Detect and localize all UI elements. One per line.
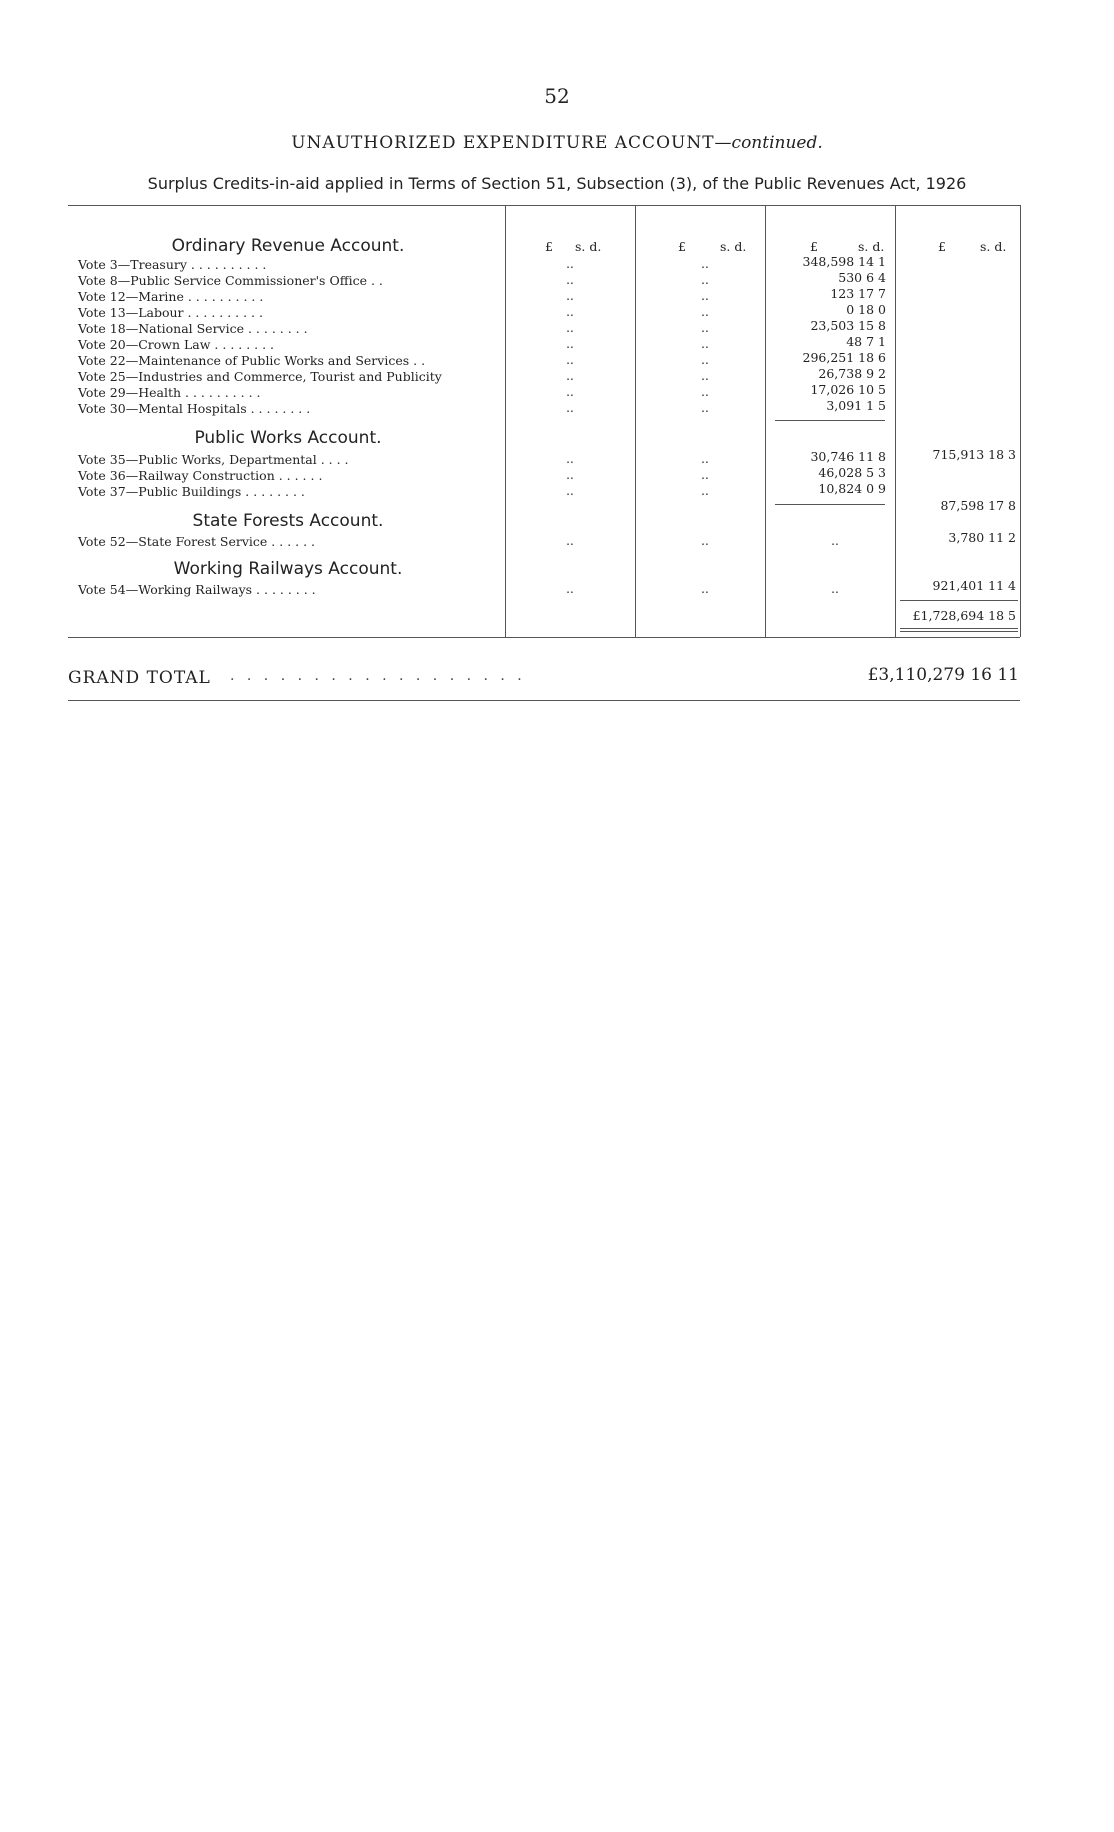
col3-dots: .. bbox=[701, 484, 709, 498]
col-divider-2 bbox=[635, 205, 636, 637]
table-row: Vote 29—Health . . . . . . . . . . bbox=[78, 385, 261, 400]
table-subheading: Surplus Credits-in-aid applied in Terms of Section 51, Subsection (3), of the Public Revenues Act, 1926 bbox=[147, 174, 967, 193]
vote-amount: 10,824 0 9 bbox=[818, 481, 886, 496]
col2-dots: .. bbox=[566, 353, 574, 367]
col3-pound-header: £ bbox=[678, 239, 686, 254]
table-row: Vote 54—Working Railways . . . . . . . . bbox=[78, 582, 316, 597]
col-divider-right bbox=[1020, 205, 1021, 637]
page-heading bbox=[0, 133, 1114, 153]
section-title-public-works: Public Works Account. bbox=[194, 428, 382, 448]
section-total-public-works: 87,598 17 8 bbox=[940, 498, 1016, 513]
vote-amount: 48 7 1 bbox=[846, 334, 886, 349]
section-title-working-railways: Working Railways Account. bbox=[173, 559, 403, 579]
col4-sd-header: s. d. bbox=[858, 239, 885, 254]
subtotal-rule bbox=[775, 420, 885, 421]
col-divider-4 bbox=[895, 205, 896, 637]
vote-amount: 26,738 9 2 bbox=[818, 366, 886, 381]
vote-amount: 23,503 15 8 bbox=[810, 318, 886, 333]
table-row: Vote 13—Labour . . . . . . . . . . bbox=[78, 305, 263, 320]
col3-dots: .. bbox=[701, 385, 709, 399]
section-title-state-forests: State Forests Account. bbox=[192, 511, 384, 531]
col3-dots: .. bbox=[701, 321, 709, 335]
subtotal-rule bbox=[900, 600, 1018, 601]
table-row: Vote 8—Public Service Commissioner's Office . . bbox=[78, 273, 383, 288]
vote-amount: 46,028 5 3 bbox=[818, 465, 886, 480]
col2-dots: .. bbox=[566, 452, 574, 466]
page-number: 52 bbox=[544, 84, 570, 108]
col2-dots: .. bbox=[566, 273, 574, 287]
col2-dots: .. bbox=[566, 385, 574, 399]
col3-dots: .. bbox=[701, 289, 709, 303]
vote-amount: 530 6 4 bbox=[838, 270, 886, 285]
col5-pound-header: £ bbox=[938, 239, 946, 254]
col2-dots: .. bbox=[566, 257, 574, 271]
table-row: Vote 37—Public Buildings . . . . . . . . bbox=[78, 484, 305, 499]
col3-dots: .. bbox=[701, 401, 709, 415]
col2-dots: .. bbox=[566, 337, 574, 351]
vote-amount: 17,026 10 5 bbox=[810, 382, 886, 397]
col3-dots: .. bbox=[701, 353, 709, 367]
col3-sd-header: s. d. bbox=[720, 239, 747, 254]
table-top-rule bbox=[68, 205, 1020, 206]
col2-dots: .. bbox=[566, 401, 574, 415]
vote-amount: 3,091 1 5 bbox=[826, 398, 886, 413]
subtotal-double-rule bbox=[900, 631, 1018, 632]
col3-dots: .. bbox=[701, 273, 709, 287]
table-row: Vote 18—National Service . . . . . . . . bbox=[78, 321, 308, 336]
col2-dots: .. bbox=[566, 321, 574, 335]
table-row: Vote 12—Marine . . . . . . . . . . bbox=[78, 289, 264, 304]
table-bottom-rule bbox=[68, 637, 1020, 638]
col2-dots: .. bbox=[566, 305, 574, 319]
table-row: Vote 52—State Forest Service . . . . . . bbox=[78, 534, 316, 549]
vote-amount: 0 18 0 bbox=[846, 302, 886, 317]
vote-amount: 30,746 11 8 bbox=[810, 449, 886, 464]
table-row: Vote 36—Railway Construction . . . . . . bbox=[78, 468, 323, 483]
vote-amount: 123 17 7 bbox=[830, 286, 886, 301]
col3-dots: .. bbox=[701, 582, 709, 596]
heading-continued: —continued. bbox=[714, 133, 823, 153]
col3-dots: .. bbox=[701, 468, 709, 482]
table-row: Vote 30—Mental Hospitals . . . . . . . . bbox=[78, 401, 311, 416]
col3-dots: .. bbox=[701, 452, 709, 466]
col2-sd-header: s. d. bbox=[575, 239, 602, 254]
section-total-ordinary: 715,913 18 3 bbox=[932, 447, 1016, 462]
subtotal-rule bbox=[775, 504, 885, 505]
col3-dots: .. bbox=[701, 257, 709, 271]
grand-total-label: GRAND TOTAL bbox=[68, 668, 211, 688]
vote-amount: 296,251 18 6 bbox=[802, 350, 886, 365]
vote-amount: 348,598 14 1 bbox=[802, 254, 886, 269]
col3-dots: .. bbox=[701, 534, 709, 548]
col3-dots: .. bbox=[701, 337, 709, 351]
table-row: Vote 22—Maintenance of Public Works and Services . . bbox=[78, 353, 426, 368]
heading-main: UNAUTHORIZED EXPENDITURE ACCOUNT bbox=[291, 133, 715, 153]
table-row: Vote 20—Crown Law . . . . . . . . bbox=[78, 337, 275, 352]
col2-dots: .. bbox=[566, 484, 574, 498]
grand-total-amount: £3,110,279 16 11 bbox=[867, 665, 1019, 685]
col2-dots: .. bbox=[566, 534, 574, 548]
grand-total-rule bbox=[68, 700, 1020, 701]
section-total-working-railways: 921,401 11 4 bbox=[932, 578, 1016, 593]
col-divider-3 bbox=[765, 205, 766, 637]
col2-dots: .. bbox=[566, 468, 574, 482]
table-row: Vote 35—Public Works, Departmental . . . . bbox=[78, 452, 349, 467]
table-row: Vote 3—Treasury . . . . . . . . . . bbox=[78, 257, 267, 272]
col4-dots: .. bbox=[831, 534, 839, 548]
section-title-ordinary-revenue: Ordinary Revenue Account. bbox=[171, 236, 405, 256]
col3-dots: .. bbox=[701, 305, 709, 319]
col2-dots: .. bbox=[566, 369, 574, 383]
col4-dots: .. bbox=[831, 582, 839, 596]
col5-sd-header: s. d. bbox=[980, 239, 1007, 254]
section-total-state-forests: 3,780 11 2 bbox=[948, 530, 1016, 545]
col3-dots: .. bbox=[701, 369, 709, 383]
table-row: Vote 25—Industries and Commerce, Tourist and Publicity bbox=[78, 369, 442, 384]
col4-pound-header: £ bbox=[810, 239, 818, 254]
grand-total-leader: . . . . . . . . . . . . . . . . . . bbox=[230, 668, 526, 684]
col2-dots: .. bbox=[566, 582, 574, 596]
subtotal-double-rule bbox=[900, 628, 1018, 629]
col2-pound-header: £ bbox=[545, 239, 553, 254]
col2-dots: .. bbox=[566, 289, 574, 303]
subtotal-amount: £1,728,694 18 5 bbox=[912, 608, 1016, 623]
